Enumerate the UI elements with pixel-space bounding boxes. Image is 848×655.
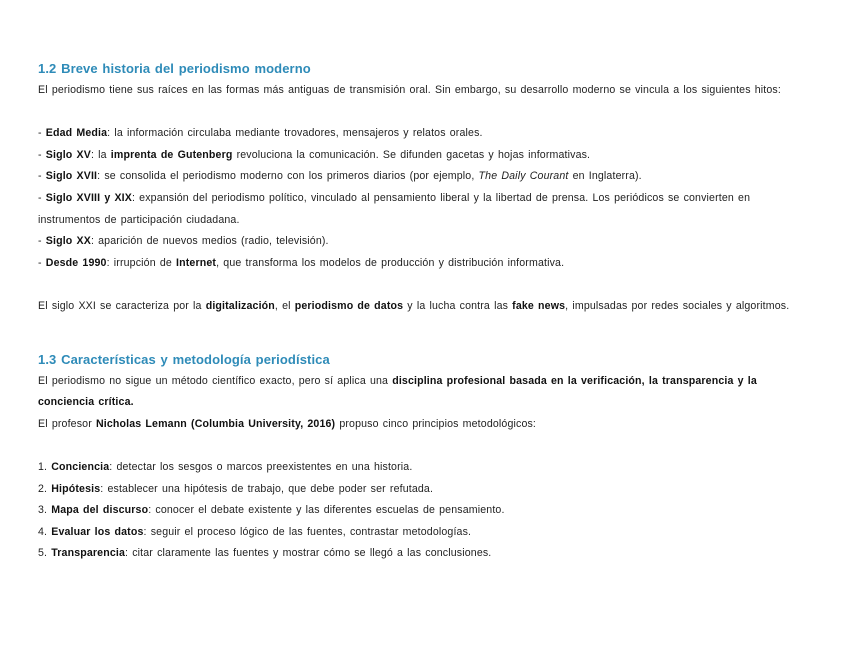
history-item-edad-media: - Edad Media: la información circulaba mediante trovadores, mensajeros y relatos orales. [38, 127, 483, 140]
heading-1-3: 1.3 Características y metodología periodística [38, 351, 330, 367]
history-item-desde-1990: - Desde 1990: irrupción de Internet, que transforma los modelos de producción y distribución informativa. [38, 256, 565, 269]
principle-item: 1. Conciencia: detectar los sesgos o marcos preexistentes en una historia. [38, 460, 413, 473]
methodology-intro: El periodismo no sigue un método científico exacto, pero sí aplica una disciplina profesional basada en la verificación, la transparencia y la conciencia crítica. [38, 374, 757, 409]
document-body [38, 59, 814, 565]
history-item-siglo-xx: - Siglo XX: aparición de nuevos medios (radio, televisión). [38, 235, 329, 248]
history-item-siglo-xviii-xix: - Siglo XVIII y XIX: expansión del periodismo político, vinculado al pensamiento liberal y la libertad de prensa. Los periódicos se convierten en instrumentos de participación ciudadana. [38, 191, 751, 226]
history-intro: El periodismo tiene sus raíces en las formas más antiguas de transmisión oral. Sin embargo, su desarrollo moderno se vincula a los siguientes hitos: [38, 84, 781, 96]
principle-item: 2. Hipótesis: establecer una hipótesis de trabajo, que debe poder ser refutada. [38, 482, 434, 495]
history-item-siglo-xvii: - Siglo XVII: se consolida el periodismo moderno con los primeros diarios (por ejemplo, The Daily Courant en Inglaterra). [38, 170, 642, 183]
methodology-professor: El profesor Nicholas Lemann (Columbia University, 2016) propuso cinco principios metodológicos: [38, 417, 537, 430]
history-closing: El siglo XXI se caracteriza por la digitalización, el periodismo de datos y la lucha contra las fake news, impulsadas por redes sociales y algoritmos. [38, 299, 790, 312]
principle-item: 4. Evaluar los datos: seguir el proceso lógico de las fuentes, contrastar metodologías. [38, 525, 472, 538]
heading-1-2: 1.2 Breve historia del periodismo moderno [38, 61, 311, 76]
history-item-siglo-xv: - Siglo XV: la imprenta de Gutenberg revoluciona la comunicación. Se difunden gacetas y hojas informativas. [38, 148, 591, 161]
principle-item: 5. Transparencia: citar claramente las fuentes y mostrar cómo se llegó a las conclusiones. [38, 547, 492, 560]
principle-item: 3. Mapa del discurso: conocer el debate existente y las diferentes escuelas de pensamiento. [38, 504, 505, 517]
